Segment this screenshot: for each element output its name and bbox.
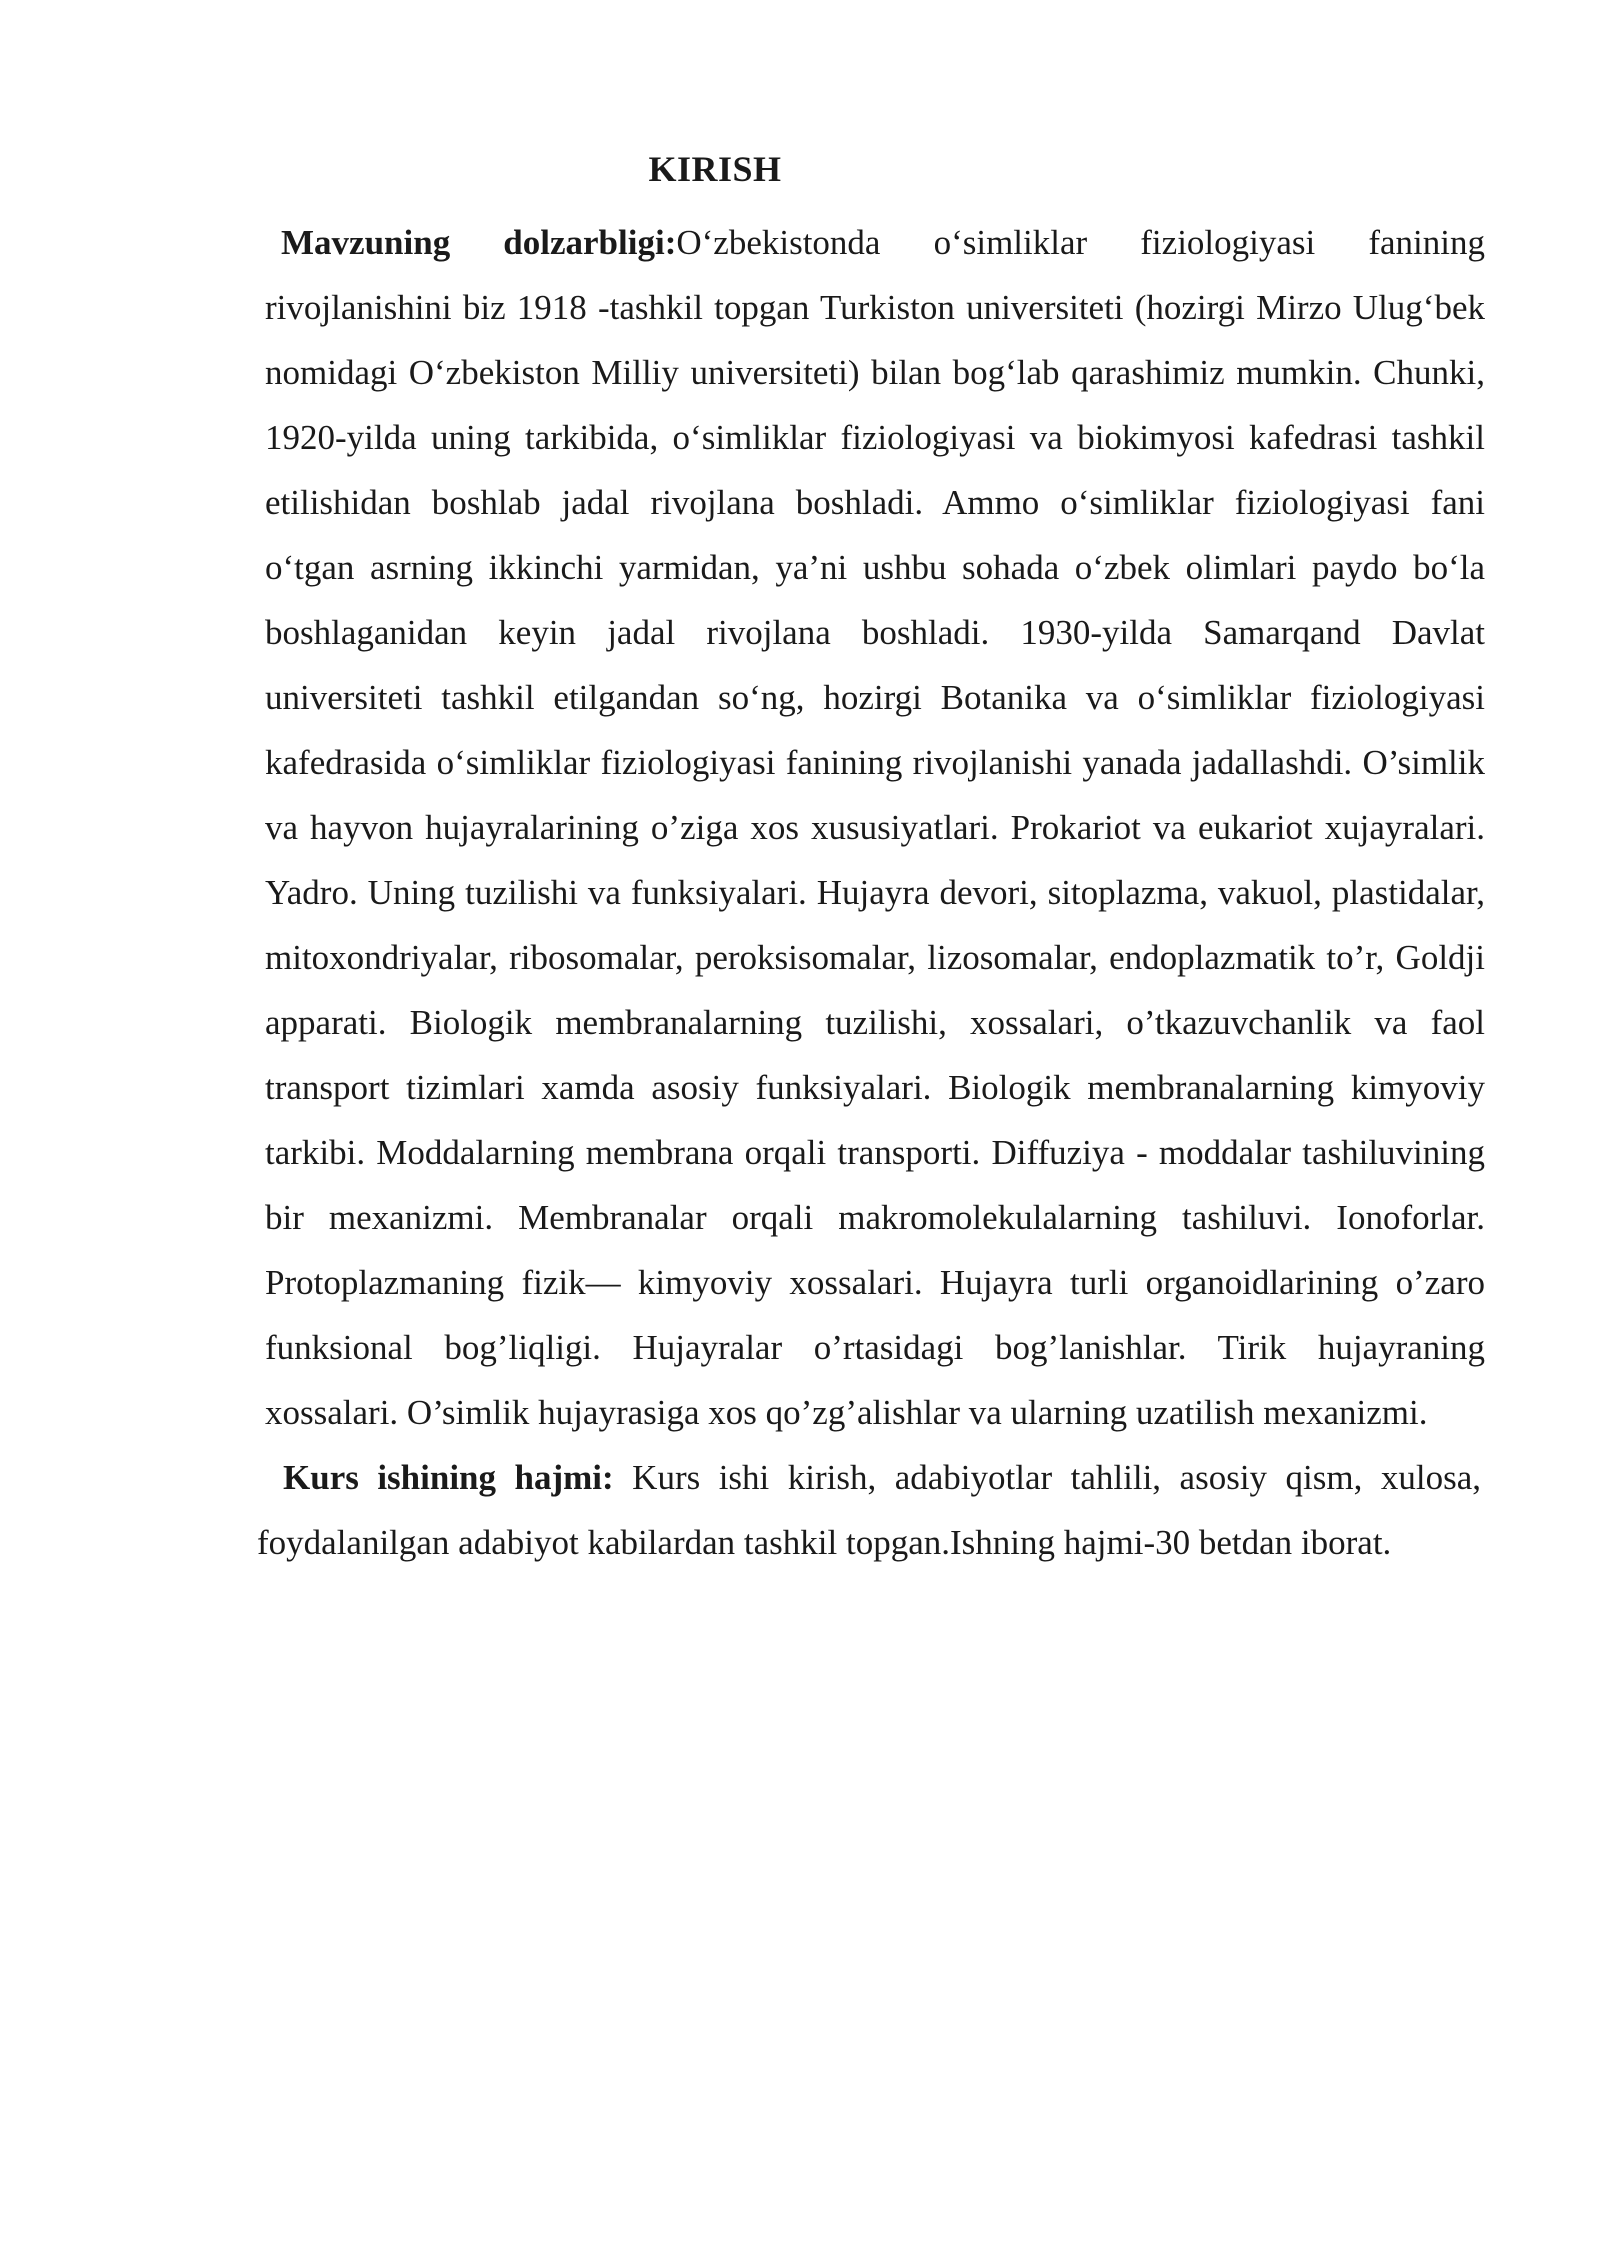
- document-body: [257, 210, 1485, 1575]
- scope-paragraph: [257, 1445, 1481, 1575]
- relevance-text: O‘zbekistonda o‘simliklar fiziologiyasi fanining rivojlanishini biz 1918 -tashkil topgan Turkiston universiteti (hozirgi Mirzo Ulug‘bek nomidagi O‘zbekiston Milliy universiteti) bilan bog‘lab qarashimiz mumkin. Chunki, 1920-yilda uning tarkibida, o‘simliklar fiziologiyasi va biokimyosi kafedrasi tashkil etilishidan boshlab jadal rivojlana boshladi. Ammo o‘simliklar fiziologiyasi fani o‘tgan asrning ikkinchi yarmidan, ya’ni ushbu sohada o‘zbek olimlari paydo bo‘la boshlaganidan keyin jadal rivojlana boshladi. 1930-yilda Samarqand Davlat universiteti tashkil etilgandan so‘ng, hozirgi Botanika va o‘simliklar fiziologiyasi kafedrasida o‘simliklar fiziologiyasi fanining rivojlanishi yanada jadallashdi. O’simlik va hayvon hujayralarining o’ziga xos xususiyatlari. Prokariot va eukariot xujayralari. Yadro. Uning tuzilishi va funksiyalari. Hujayra devori, sitoplazma, vakuol, plastidalar, mitoxondriyalar, ribosomalar, peroksisomalar, lizosomalar, endoplazmatik to’r, Goldji apparati. Biologik membranalarning tuzilishi, xossalari, o’tkazuvchanlik va faol transport tizimlari xamda asosiy funksiyalari. Biologik membranalarning kimyoviy tarkibi. Moddalarning membrana orqali transporti. Diffuziya - moddalar tashiluvining bir mexanizmi. Membranalar orqali makromolekulalarning tashiluvi. Ionoforlar. Protoplazmaning fizik— kimyoviy xossalari. Hujayra turli organoidlarining o’zaro funksional bog’liqligi. Hujayralar o’rtasidagi bog’lanishlar. Tirik hujayraning xossalari. O’simlik hujayrasiga xos qo’zg’alishlar va ularning uzatilish mexanizmi.: [265, 223, 1485, 1432]
- scope-label: Kurs ishining hajmi:: [283, 1458, 614, 1497]
- section-heading: KIRISH: [648, 149, 782, 189]
- scope-text: Kurs ishi kirish, adabiyotlar tahlili, asosiy qism, xulosa, foydalanilgan adabiyot kabilardan tashkil topgan.Ishning hajmi-30 betdan iborat.: [257, 1458, 1481, 1562]
- relevance-paragraph: [265, 210, 1485, 1445]
- relevance-label: Mavzuning dolzarbligi:: [281, 223, 677, 262]
